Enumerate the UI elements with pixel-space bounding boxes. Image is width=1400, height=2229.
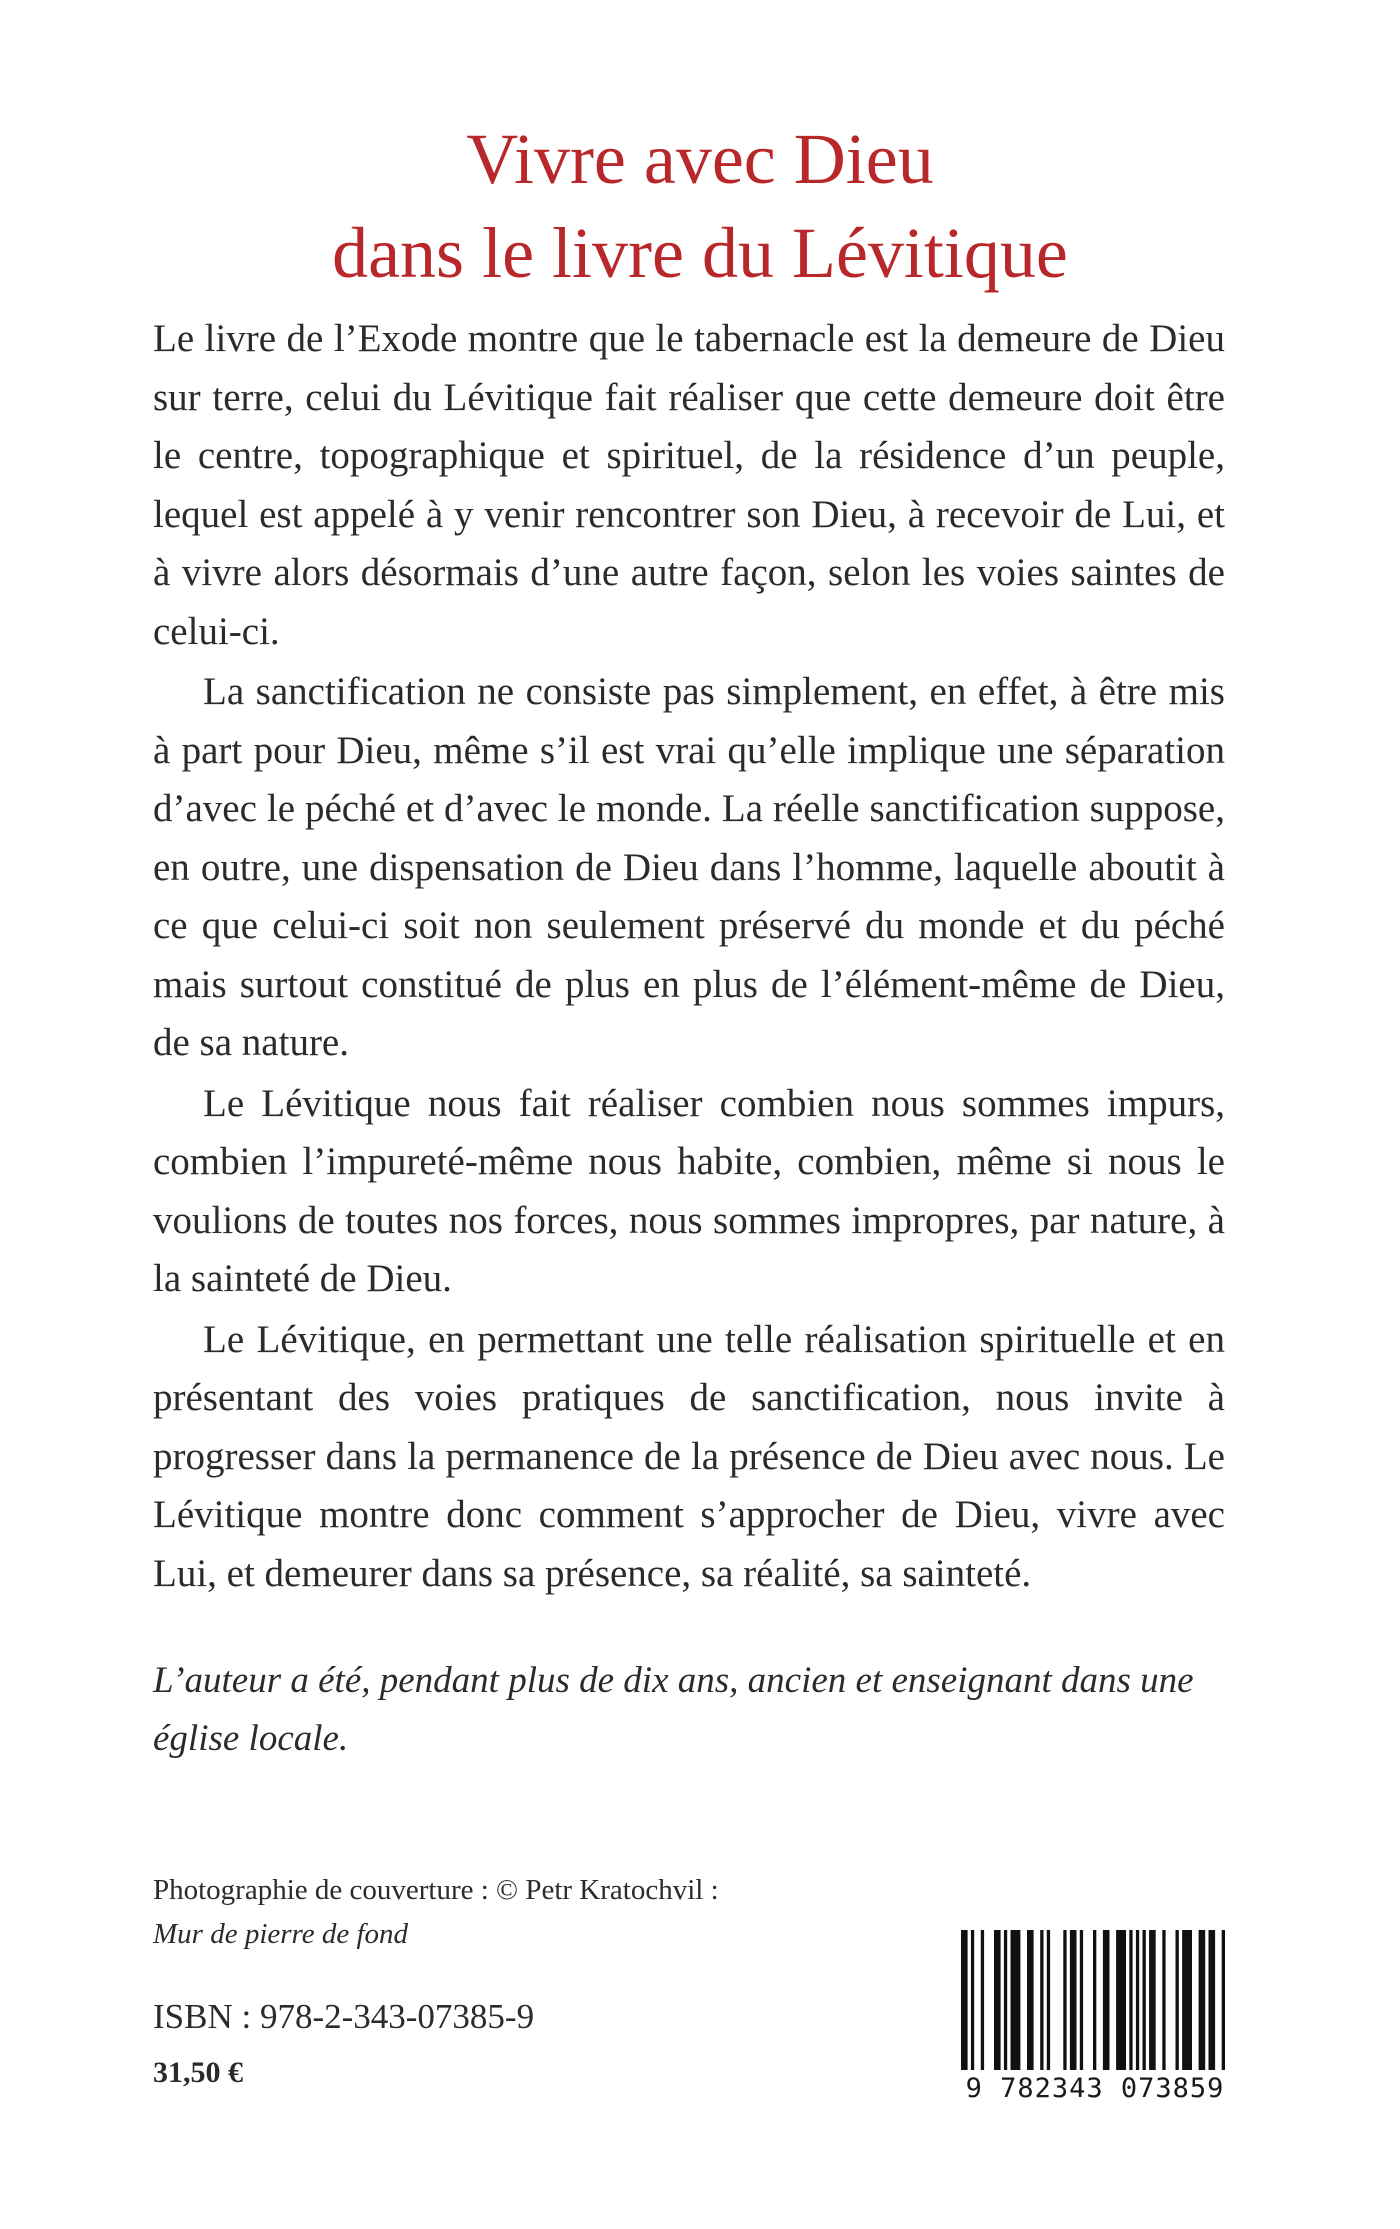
photo-credits bbox=[153, 1868, 853, 1956]
barcode-bar bbox=[1047, 1930, 1050, 2070]
barcode-bar bbox=[1162, 1930, 1165, 2070]
blurb-paragraph-4: Le Lévitique, en permettant une telle réalisation spirituelle et en présentant des voies pratiques de sanctification, nous invite à progresser dans la permanence de la présence de Dieu avec nous. Le Lévitique montre donc comment s’approcher de Dieu, vivre avec Lui, et demeurer dans sa présence, sa réalité, sa sainteté. bbox=[153, 1317, 1225, 1595]
barcode-bar bbox=[1093, 1930, 1096, 2070]
barcode-bar bbox=[1116, 1930, 1126, 2070]
barcode-bar bbox=[981, 1930, 984, 2070]
book-title bbox=[0, 112, 1400, 300]
barcode-bar bbox=[1011, 1930, 1021, 2070]
barcode-bar bbox=[1176, 1930, 1179, 2070]
barcode-bar bbox=[1149, 1930, 1156, 2070]
barcode-bar bbox=[1199, 1930, 1206, 2070]
barcode-bar bbox=[1182, 1930, 1192, 2070]
barcode-bar bbox=[971, 1930, 974, 2070]
barcode-bar bbox=[961, 1930, 968, 2070]
price: 31,50 € bbox=[153, 2056, 243, 2089]
barcode-bar bbox=[1136, 1930, 1139, 2070]
barcode-bars bbox=[955, 1930, 1235, 2070]
photo-credit-line: Photographie de couverture : © Petr Kratochvil : bbox=[153, 1874, 719, 1906]
blurb-paragraph-3: Le Lévitique nous fait réaliser combien nous sommes impurs, combien l’impureté-même nous habite, combien, même si nous le voulions de toutes nos forces, nous sommes impropres, par nature, à la sainteté de Dieu. bbox=[153, 1081, 1225, 1300]
barcode-bar bbox=[994, 1930, 1001, 2070]
barcode-bar bbox=[1040, 1930, 1043, 2070]
barcode-bar bbox=[1004, 1930, 1007, 2070]
book-title-line-1: Vivre avec Dieu bbox=[466, 119, 934, 199]
barcode-bar bbox=[1143, 1930, 1146, 2070]
isbn: ISBN : 978-2-343-07385-9 bbox=[153, 1997, 535, 2036]
barcode-digits: 9 782343 073859 bbox=[965, 2073, 1225, 2104]
barcode-bar bbox=[1103, 1930, 1110, 2070]
barcode-bar bbox=[1070, 1930, 1077, 2070]
blurb-paragraph-1: Le livre de l’Exode montre que le tabernacle est la demeure de Dieu sur terre, celui du Lévitique fait réaliser que cette demeure doit être le centre, topographique et spirituel, de la résidence d’un peuple, lequel est appelé à y venir rencontrer son Dieu, à recevoir de Lui, et à vivre alors désormais d’une autre façon, selon les voies saintes de celui-ci. bbox=[153, 317, 1225, 653]
barcode-bar bbox=[1209, 1930, 1216, 2070]
blurb-paragraph-2: La sanctification ne consiste pas simplement, en effet, à être mis à part pour Dieu, même s’il est vrai qu’elle implique une séparation d’avec le péché et d’avec le monde. La réelle sanctification suppose, en outre, une dispensation de Dieu dans l’homme, laquelle aboutit à ce que celui-ci soit non seulement préservé du monde et du péché mais surtout constitué de plus en plus de l’élément-même de Dieu, de sa nature. bbox=[153, 670, 1225, 1064]
barcode bbox=[955, 1930, 1235, 2106]
blurb bbox=[153, 310, 1225, 1605]
barcode-bar bbox=[1222, 1930, 1225, 2070]
book-title-line-2: dans le livre du Lévitique bbox=[332, 213, 1068, 293]
author-bio: L’auteur a été, pendant plus de dix ans, ancien et enseignant dans une église locale. bbox=[153, 1660, 1194, 1759]
barcode-bar bbox=[1027, 1930, 1034, 2070]
barcode-bar bbox=[1063, 1930, 1066, 2070]
barcode-bar bbox=[1129, 1930, 1132, 2070]
photo-credit-title: Mur de pierre de fond bbox=[153, 1918, 409, 1950]
barcode-bar bbox=[1080, 1930, 1083, 2070]
